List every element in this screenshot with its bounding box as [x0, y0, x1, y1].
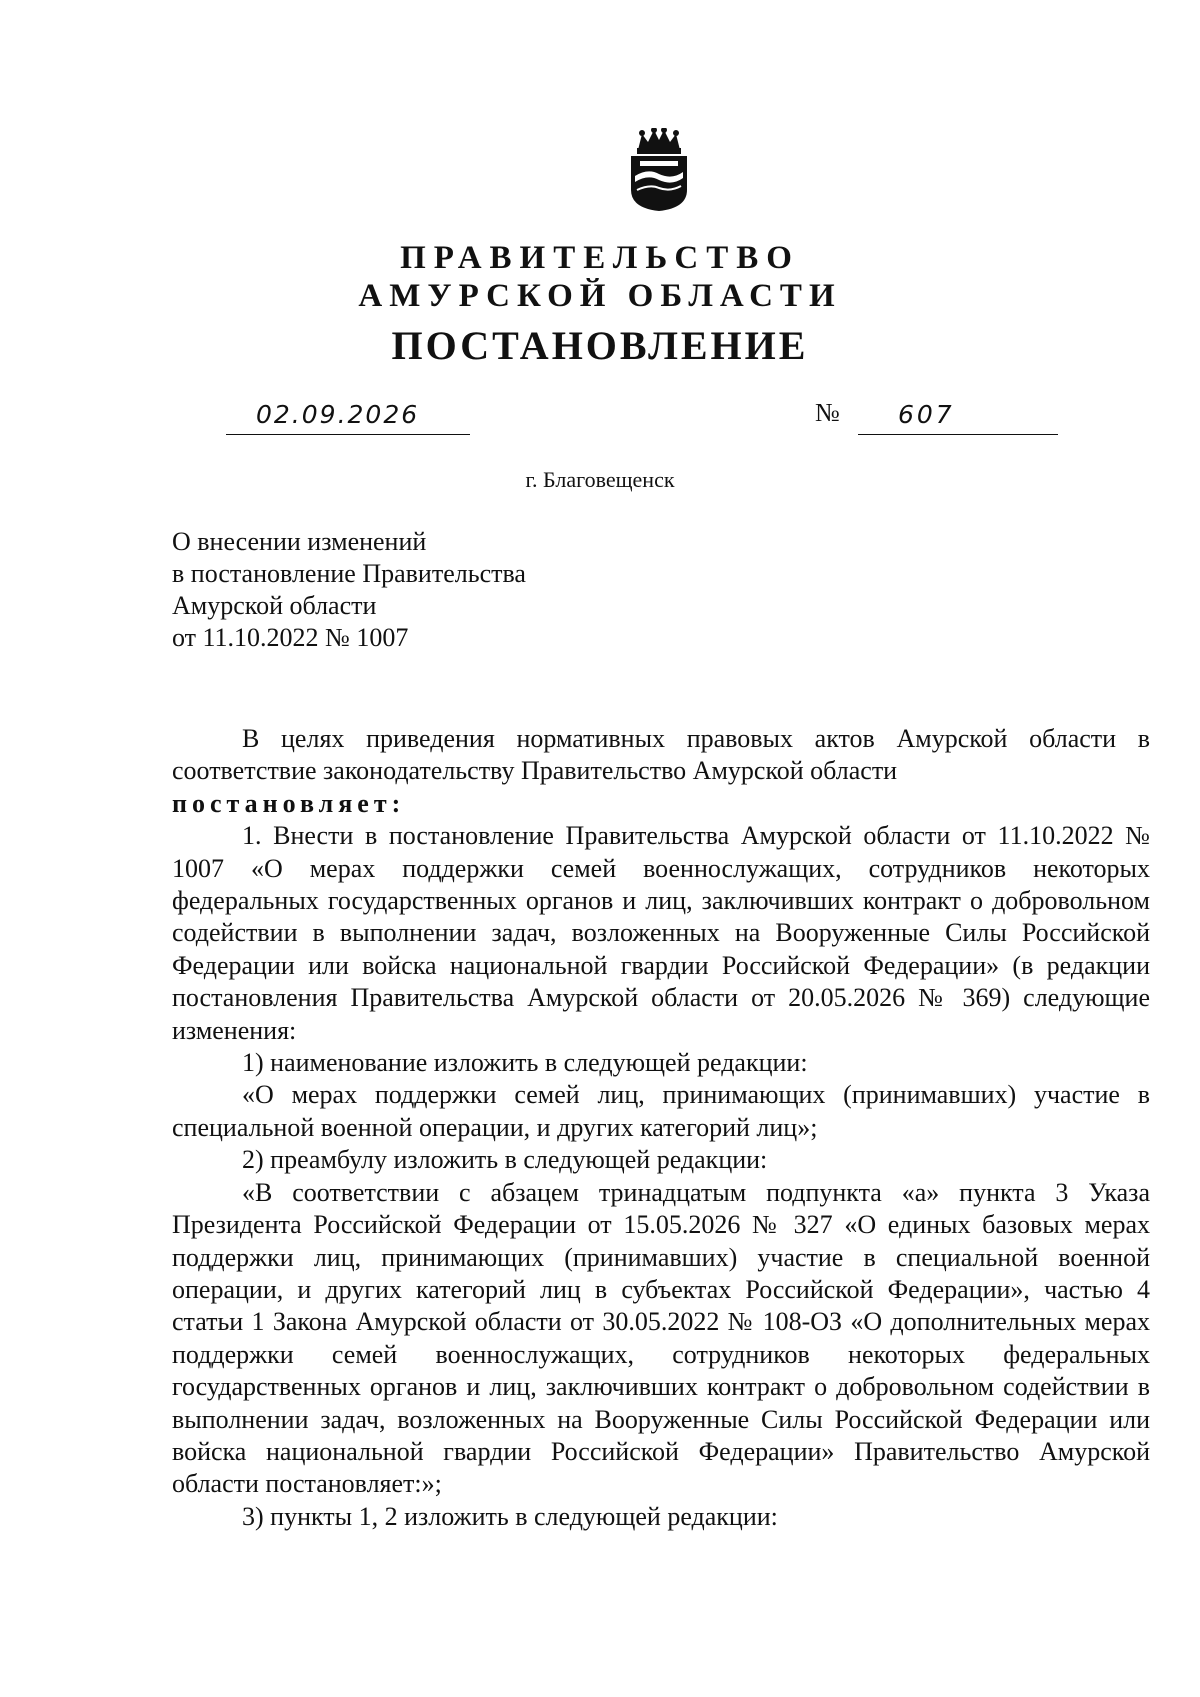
resolves-line [172, 788, 1150, 820]
resolves-word: постановляет: [172, 788, 406, 818]
document-subject [172, 526, 526, 654]
subitem-1-text: «О мерах поддержки семей лиц, принимающих (принимавших) участие в специальной военной операции, и других категорий лиц»; [172, 1080, 1150, 1142]
region-title: АМУРСКОЙ ОБЛАСТИ [358, 278, 842, 314]
date-field [226, 400, 470, 435]
subitem-3: 3) пункты 1, 2 изложить в следующей редакции: [242, 1501, 778, 1531]
subitem-1: 1) наименование изложить в следующей редакции: [242, 1048, 808, 1078]
subject-line: от 11.10.2022 № 1007 [172, 623, 409, 652]
government-title: ПРАВИТЕЛЬСТВО [400, 240, 800, 276]
number-field [858, 400, 1058, 435]
city-label: г. Благовещенск [525, 467, 675, 492]
document-body [172, 723, 1150, 1533]
number-value: 607 [898, 400, 955, 429]
document-type-title: ПОСТАНОВЛЕНИЕ [391, 323, 809, 368]
preamble-paragraph: В целях приведения нормативных правовых актов Амурской области в соответствие законодательству Правительство Амурской области [172, 724, 1150, 786]
subject-line: О внесении изменений [172, 527, 427, 556]
subject-line: в постановление Правительства [172, 559, 526, 588]
coat-of-arms-emblem [628, 128, 690, 212]
subject-line: Амурской области [172, 591, 377, 620]
subitem-2-text: «В соответствии с абзацем тринадцатым подпункта «а» пункта 3 Указа Президента Российской Федерации от 15.05.2026 № 327 «О единых базовых мерах поддержки лиц, принимающих (принимавших) участие в специальной военной операции, и других категорий лиц в субъектах Российской Федерации», частью 4 статьи 1 Закона Амурской области от 30.05.2022 № 108-ОЗ «О дополнительных мерах поддержки семей военнослужащих, сотрудников некоторых федеральных государственных органов и лиц, заключивших контракт о добровольном содействии в выполнении задач, возложенных на Вооруженные Силы Российской Федерации или войска национальной гвардии Российской Федерации» Правительство Амурской области постановляет:»; [172, 1177, 1150, 1499]
subitem-2: 2) преамбулу изложить в следующей редакции: [242, 1145, 768, 1175]
date-value: 02.09.2026 [256, 400, 420, 429]
item-1-paragraph: 1. Внести в постановление Правительства Амурской области от 11.10.2022 № 1007 «О мерах поддержки семей военнослужащих, сотрудников некоторых федеральных государственных органов и лиц, заключивших контракт о добровольном содействии в выполнении задач, возложенных на Вооруженные Силы Российской Федерации или войска национальной гвардии Российской Федерации» (в редакции постановления Правительства Амурской области от 20.05.2026 № 369) следующие изменения: [172, 821, 1150, 1045]
number-sign: № [815, 398, 840, 427]
